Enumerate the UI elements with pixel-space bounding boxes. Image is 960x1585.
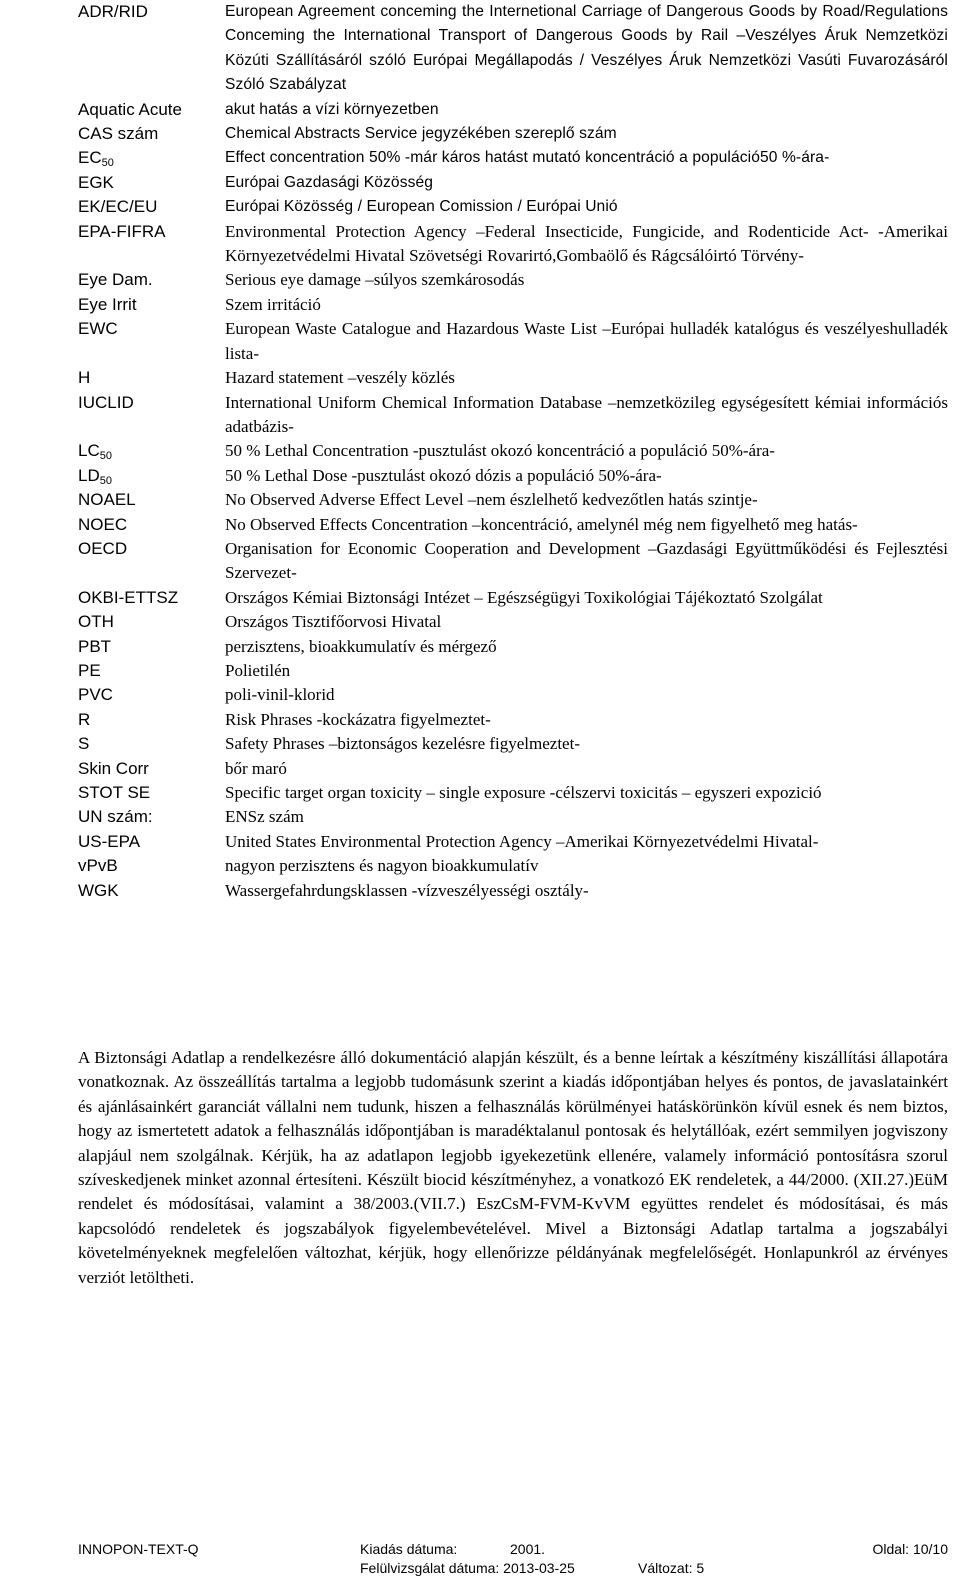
abbreviation-row	[78, 708, 948, 732]
abbreviation-term-text: UN szám:	[78, 807, 153, 827]
abbreviation-term-text: STOT SE	[78, 783, 151, 802]
abbreviation-row	[78, 0, 948, 98]
abbreviation-definition: Chemical Abstracts Service jegyzékében szereplő szám	[225, 125, 617, 143]
abbreviation-row	[78, 488, 948, 512]
abbreviation-term	[78, 513, 225, 537]
abbreviation-term	[78, 659, 225, 683]
abbreviation-row	[78, 317, 948, 366]
abbreviation-definition: 50 % Lethal Concentration -pusztulást okozó koncentráció a populáció 50%-ára-	[225, 441, 775, 461]
abbreviation-definition: Szem irritáció	[225, 294, 321, 314]
abbreviation-term-subscript: 50	[101, 157, 114, 170]
abbreviation-term-text: PBT	[78, 636, 112, 656]
abbreviation-term-text: vPvB	[78, 856, 118, 876]
abbreviation-term-text: PE	[78, 660, 101, 680]
abbreviation-term	[78, 879, 225, 903]
abbreviation-row	[78, 513, 948, 537]
abbreviation-term	[78, 268, 225, 292]
abbreviation-row	[78, 879, 948, 903]
abbreviation-row	[78, 366, 948, 390]
abbreviation-term-text: WGK	[78, 880, 119, 900]
abbreviation-term-text: Eye Dam.	[78, 270, 153, 290]
abbreviation-row	[78, 659, 948, 683]
abbreviation-definition: Effect concentration 50% -már káros hatást mutató koncentráció a populáció50 %-ára-	[225, 149, 830, 167]
abbreviation-row	[78, 830, 948, 854]
footer-page-number: Oldal: 10/10	[872, 1541, 948, 1557]
abbreviation-definition: Országos Tisztifőorvosi Hivatal	[225, 612, 442, 632]
abbreviation-definition: Organisation for Economic Cooperation and Development –Gazdasági Együttműködési és Fejlesztési Szervezet-	[225, 538, 948, 583]
abbreviation-term	[78, 293, 225, 317]
abbreviation-term-text: EC	[78, 148, 102, 168]
abbreviation-term	[78, 805, 225, 829]
abbreviation-term-text: Eye Irrit	[78, 294, 137, 314]
abbreviation-row	[78, 781, 948, 805]
footer-review-date: Felülvizsgálat dátuma: 2013-03-25	[360, 1560, 575, 1576]
abbreviation-term	[78, 610, 225, 634]
abbreviation-definition: bőr maró	[225, 758, 287, 778]
abbreviation-definition: Risk Phrases -kockázatra figyelmeztet-	[225, 709, 491, 729]
abbreviation-term-text: NOAEL	[78, 490, 136, 510]
abbreviation-term-text: LD	[78, 465, 100, 485]
abbreviation-term-text: US-EPA	[78, 831, 141, 851]
abbreviation-definition: Environmental Protection Agency –Federal Insecticide, Fungicide, and Rodenticide Act- -Amerikai Környezetvédelmi Hivatal Szövetségi Rovarirtó,Gombaölő és Rágcsálóirtó Törvény-	[225, 221, 948, 266]
abbreviation-term	[78, 195, 225, 219]
abbreviation-term	[78, 830, 225, 854]
abbreviation-term	[78, 708, 225, 732]
abbreviation-definition: No Observed Effects Concentration –koncentráció, amelynél még nem figyelhető meg hatás-	[225, 514, 858, 534]
abbreviation-term-text: OECD	[78, 538, 128, 558]
abbreviation-term-text: LC	[78, 441, 100, 461]
abbreviation-term	[78, 683, 225, 707]
abbreviation-definition: European Agreement conceming the Internetional Carriage of Dangerous Goods by Road/Regulations Conceming the International Transport of Dangerous Goods by Rail –Veszélyes Áruk Nemzetközi Közúti Szállításáról szóló Európai Megállapodás / Veszélyes Áruk Nemzetközi Vasúti Fuvarozásáról Szóló Szabályzat	[225, 3, 948, 94]
abbreviation-term-text: NOEC	[78, 514, 128, 534]
abbreviation-row	[78, 293, 948, 317]
abbreviation-row	[78, 391, 948, 440]
abbreviation-term-text: OTH	[78, 612, 114, 632]
abbreviation-definition: Safety Phrases –biztonságos kezelésre figyelmeztet-	[225, 734, 580, 754]
abbreviation-term-subscript: 50	[99, 450, 112, 463]
abbreviation-term-text: EK/EC/EU	[78, 197, 158, 217]
abbreviation-term	[78, 537, 225, 586]
footer-issue-label: Kiadás dátuma:	[360, 1541, 458, 1557]
abbreviation-term	[78, 171, 225, 195]
abbreviation-row	[78, 464, 948, 488]
abbreviation-term	[78, 0, 225, 98]
abbreviation-term-text: R	[78, 709, 91, 729]
abbreviation-term	[78, 98, 225, 122]
abbreviation-definition: 50 % Lethal Dose -pusztulást okozó dózis a populáció 50%-ára-	[225, 465, 662, 485]
abbreviation-term-subscript: 50	[99, 474, 112, 487]
abbreviation-term	[78, 854, 225, 878]
abbreviation-term	[78, 586, 225, 610]
abbreviation-definition: Európai Gazdasági Közösség	[225, 173, 434, 191]
abbreviation-term-text: Aquatic Acute	[78, 99, 182, 119]
abbreviation-row	[78, 537, 948, 586]
abbreviation-term	[78, 732, 225, 756]
abbreviation-term	[78, 317, 225, 366]
abbreviation-row	[78, 732, 948, 756]
abbreviation-definition: ENSz szám	[225, 807, 304, 827]
abbreviation-row	[78, 268, 948, 292]
abbreviation-term-text: IUCLID	[78, 392, 134, 412]
footer-issue-value: 2001.	[510, 1541, 546, 1557]
abbreviation-definition: Specific target organ toxicity – single exposure -célszervi toxicitás – egyszeri expozició	[225, 783, 822, 802]
abbreviation-term-text: EPA-FIFRA	[78, 221, 166, 241]
abbreviation-term-text: ADR/RID	[78, 2, 148, 21]
abbreviation-term-text: OKBI-ETTSZ	[78, 587, 179, 607]
abbreviation-row	[78, 635, 948, 659]
footer-version: Változat: 5	[638, 1560, 705, 1576]
abbreviation-term	[78, 781, 225, 805]
abbreviation-term-text: S	[78, 734, 90, 754]
abbreviation-term-text: Skin Corr	[78, 758, 149, 778]
abbreviation-term-text: H	[78, 368, 91, 388]
abbreviation-row	[78, 98, 948, 122]
abbreviation-term-text: EWC	[78, 319, 118, 339]
abbreviation-term-text: PVC	[78, 685, 113, 705]
abbreviation-definition: International Uniform Chemical Information Database –nemzetközileg egységesített kémiai információs adatbázis-	[225, 392, 948, 436]
abbreviation-definition: poli-vinil-klorid	[225, 685, 335, 705]
abbreviation-term	[78, 146, 225, 170]
abbreviation-row	[78, 171, 948, 195]
abbreviation-definition: Hazard statement –veszély közlés	[225, 368, 455, 388]
abbreviation-definition: akut hatás a vízi környezetben	[225, 100, 439, 118]
abbreviation-term-text: EGK	[78, 172, 114, 192]
abbreviation-row	[78, 805, 948, 829]
abbreviation-row	[78, 757, 948, 781]
abbreviation-row	[78, 220, 948, 269]
abbreviation-definition: No Observed Adverse Effect Level –nem észlelhető kedvezőtlen hatás szintje-	[225, 490, 758, 510]
abbreviation-definition: Európai Közösség / European Comission / Európai Unió	[225, 198, 618, 216]
abbreviation-row	[78, 195, 948, 219]
abbreviation-table	[78, 0, 948, 903]
abbreviation-row	[78, 146, 948, 170]
abbreviation-row	[78, 122, 948, 146]
abbreviation-term	[78, 391, 225, 440]
abbreviation-definition: Wassergefahrdungsklassen -vízveszélyességi osztály-	[225, 880, 589, 900]
abbreviation-definition: Serious eye damage –súlyos szemkárosodás	[225, 270, 525, 290]
abbreviation-definition: Országos Kémiai Biztonsági Intézet – Egészségügyi Toxikológiai Tájékoztató Szolgálat	[225, 587, 823, 607]
abbreviation-term	[78, 122, 225, 146]
abbreviation-term	[78, 757, 225, 781]
disclaimer-paragraph: A Biztonsági Adatlap a rendelkezésre álló dokumentáció alapján készült, és a benne leírtak a készítmény kiszállítási állapotára vonatkoznak. Az összeállítás tartalma a legjobb tudomásunk szerint a kiadás időpontjában helyes és pontos, de javaslatainkért és ajánlásainkért garanciát vállalni nem tudunk, hiszen a felhasználás körülményei hatáskörünkön kívül esnek és nem biztos, hogy az ismertetett adatok a felhasználás időpontjában is maradéktalanul pontosak és helytállóak, ezért semmilyen jogviszony alapjául nem szolgálnak. Kérjük, ha az adatlapon legjobb igyekezetünk ellenére, valamely információ pontosításra szorul szíveskedjenek minket azonnal értesíteni. Készült biocid készítményhez, a vonatkozó EK rendeletek, a 44/2000. (XII.27.)EüM rendelet és módosításai, valamint a 38/2003.(VII.7.) EszCsM-FVM-KvVM együttes rendelet és módosításai, és más kapcsolódó rendeletek és jogszabályok figyelembevételével. Mivel a Biztonsági Adatlap tartalma a jogszabályi követelményeknek megfelelően változhat, kérjük, hogy ellenőrizze példányának megfelelőségét. Honlapunkról az érvényes verziót letöltheti.	[78, 1048, 948, 1287]
abbreviation-term	[78, 439, 225, 463]
abbreviation-row	[78, 610, 948, 634]
abbreviation-row	[78, 683, 948, 707]
abbreviation-row	[78, 439, 948, 463]
abbreviation-definition: European Waste Catalogue and Hazardous Waste List –Európai hulladék katalógus és veszélyeshulladék lista-	[225, 319, 948, 363]
abbreviation-definition: nagyon perzisztens és nagyon bioakkumulatív	[225, 856, 539, 876]
abbreviation-term	[78, 488, 225, 512]
abbreviation-term-text: CAS szám	[78, 124, 159, 144]
page-footer	[78, 1535, 948, 1579]
abbreviation-term	[78, 464, 225, 488]
abbreviation-term	[78, 366, 225, 390]
abbreviation-term	[78, 220, 225, 269]
abbreviation-row	[78, 586, 948, 610]
abbreviation-definition: perzisztens, bioakkumulatív és mérgező	[225, 636, 497, 656]
abbreviation-row	[78, 854, 948, 878]
abbreviation-term	[78, 635, 225, 659]
footer-product: INNOPON-TEXT-Q	[78, 1541, 199, 1557]
abbreviation-definition: United States Environmental Protection Agency –Amerikai Környezetvédelmi Hivatal-	[225, 831, 819, 851]
abbreviation-definition: Polietilén	[225, 660, 291, 680]
